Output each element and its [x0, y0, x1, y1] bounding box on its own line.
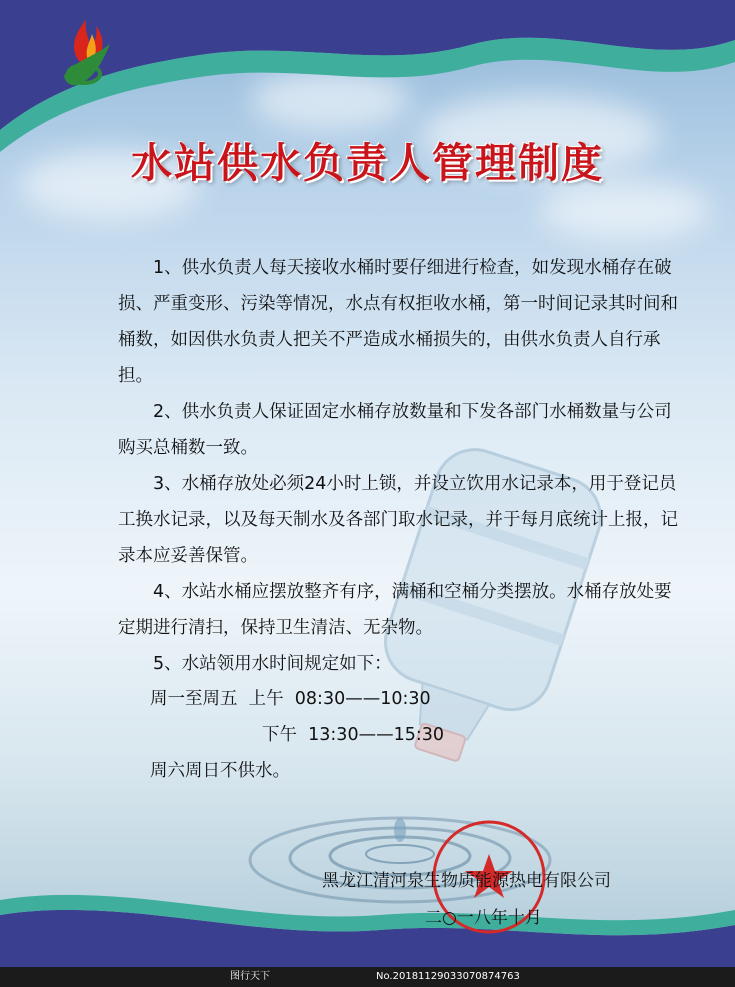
rule-paragraph: 4、水站水桶应摆放整齐有序，满桶和空桶分类摆放。水桶存放处要定期进行清扫，保持卫生清洁、无杂物。	[118, 582, 672, 638]
watermark-site: 图行天下	[230, 971, 270, 982]
page-title: 水站供水负责人管理制度	[131, 139, 604, 187]
rule-paragraph: 2、供水负责人保证固定水桶存放数量和下发各部门水桶数量与公司购买总桶数一致。	[118, 402, 672, 458]
company-name: 黑龙江清河泉生物质能源热电有限公司	[322, 871, 611, 891]
watermark-photo-number: No.20181129033070874763	[376, 971, 520, 982]
schedule-pm-label: 下午	[262, 725, 297, 745]
watermark-footer	[0, 967, 735, 987]
rule-paragraph: 3、水桶存放处必须24小时上锁，并设立饮用水记录本，用于登记员工换水记录，以及每天制水及各部门取水记录，并于每月底统计上报，记录本应妥善保管。	[118, 474, 678, 566]
schedule-weekday: 周一至周五	[150, 689, 238, 709]
schedule-pm-time: 13:30——15:30	[308, 725, 445, 745]
schedule-am-time: 08:30——10:30	[294, 689, 431, 709]
schedule-weekend: 周六周日不供水。	[150, 761, 290, 781]
company-logo	[58, 18, 118, 90]
rule-paragraph: 1、供水负责人每天接收水桶时要仔细进行检查，如发现水桶存在破损、严重变形、污染等情况，水点有权拒收水桶，第一时间记录其时间和桶数，如因供水负责人把关不严造成水桶损失的，由供水负责人自行承担。	[118, 258, 678, 386]
issue-date: 二○一八年十月	[425, 908, 542, 928]
schedule-am-label: 上午	[248, 689, 284, 709]
schedule-pm-row	[262, 721, 444, 746]
rules-text	[118, 250, 678, 682]
rule-paragraph: 5、水站领用水时间规定如下：	[153, 654, 392, 674]
schedule-weekday-row	[150, 685, 431, 710]
